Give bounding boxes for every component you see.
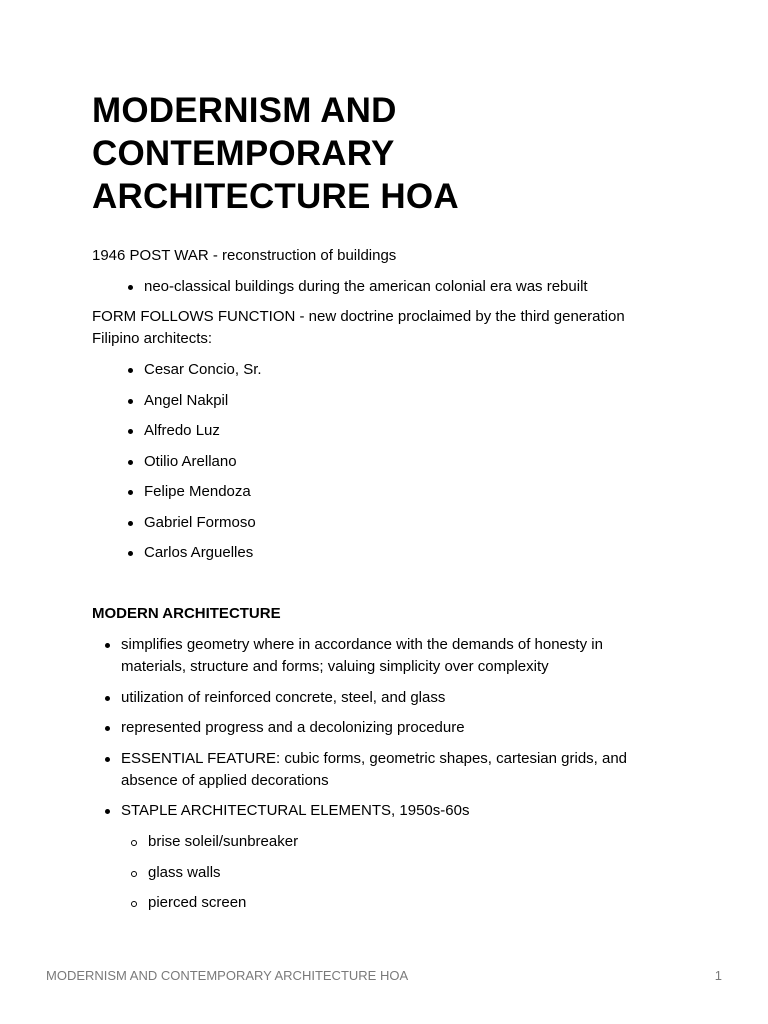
list-item: pierced screen: [148, 892, 648, 914]
list-item: Gabriel Formoso: [144, 512, 664, 534]
post-war-list: [144, 276, 664, 307]
list-item: neo-classical buildings during the american colonial era was rebuilt: [144, 276, 664, 298]
list-item: glass walls: [148, 862, 648, 884]
title-line: ARCHITECTURE HOA: [92, 177, 459, 216]
list-item: Felipe Mendoza: [144, 481, 664, 503]
list-item: simplifies geometry where in accordance with the demands of honesty in materials, structure and forms; valuing simplicity over complexity: [121, 634, 661, 678]
document-title: [92, 89, 652, 218]
list-item: Alfredo Luz: [144, 420, 664, 442]
page-number: 1: [714, 968, 722, 983]
modern-architecture-heading: MODERN ARCHITECTURE: [92, 605, 281, 622]
list-item: ESSENTIAL FEATURE: cubic forms, geometric shapes, cartesian grids, and absence of applied decorations: [121, 748, 661, 792]
list-item: represented progress and a decolonizing procedure: [121, 717, 661, 739]
form-follows-function-text: FORM FOLLOWS FUNCTION - new doctrine proclaimed by the third generation Filipino architects:: [92, 308, 625, 347]
list-item: Angel Nakpil: [144, 390, 664, 412]
architects-list: [144, 359, 664, 573]
list-item: Otilio Arellano: [144, 451, 664, 473]
staple-elements-list: [148, 831, 648, 923]
modern-architecture-list: [121, 634, 661, 831]
list-item: utilization of reinforced concrete, steel, and glass: [121, 687, 661, 709]
footer-title: MODERNISM AND CONTEMPORARY ARCHITECTURE HOA: [46, 968, 409, 983]
list-item: Cesar Concio, Sr.: [144, 359, 664, 381]
post-war-heading: 1946 POST WAR - reconstruction of buildings: [92, 247, 397, 264]
list-item: Carlos Arguelles: [144, 542, 664, 564]
list-item: brise soleil/sunbreaker: [148, 831, 648, 853]
title-line: CONTEMPORARY: [92, 134, 395, 173]
title-line: MODERNISM AND: [92, 91, 397, 130]
list-item: STAPLE ARCHITECTURAL ELEMENTS, 1950s-60s: [121, 800, 661, 822]
